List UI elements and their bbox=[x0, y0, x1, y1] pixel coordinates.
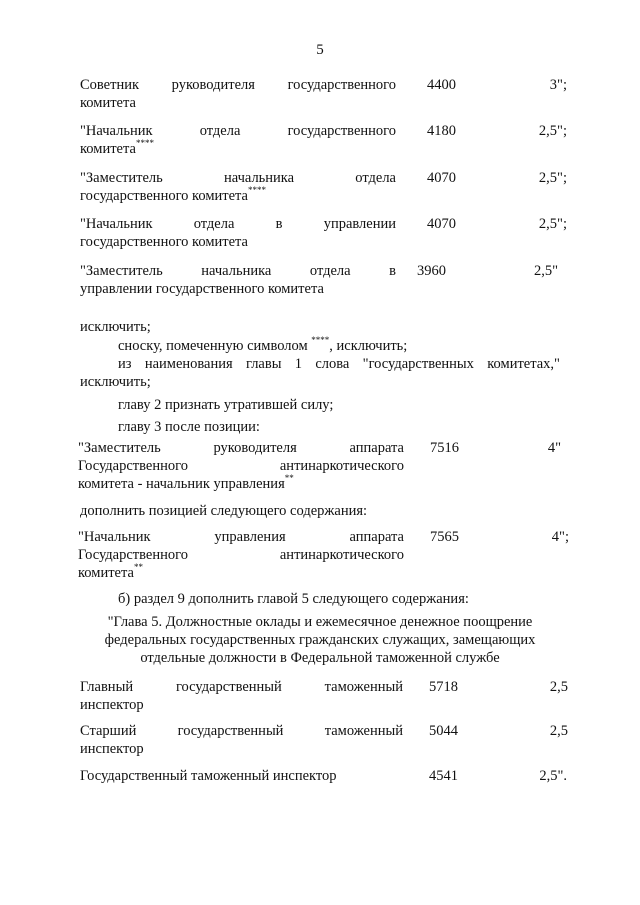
salary-value: 4180 bbox=[427, 123, 456, 139]
position-name: "Заместитель руководителя аппарата Государственного антинаркотического комитета - начальник управления** bbox=[78, 440, 404, 492]
salary-value: 5044 bbox=[429, 723, 458, 739]
coefficient-value: 3"; bbox=[549, 77, 567, 93]
position-name: Старший государственный таможенный инспектор bbox=[80, 723, 403, 757]
salary-value: 4070 bbox=[427, 170, 456, 186]
position-name: "Начальник отдела в управлении государственного комитета bbox=[80, 216, 396, 250]
footnote-mark: **** bbox=[311, 335, 330, 345]
position-name: "Заместитель начальника отдела государственного комитета**** bbox=[80, 170, 396, 204]
paragraph: главу 3 после позиции: bbox=[118, 419, 260, 435]
coefficient-value: 2,5"; bbox=[538, 123, 567, 139]
coefficient-value: 2,5" bbox=[533, 263, 558, 279]
footnote-mark: **** bbox=[247, 185, 266, 195]
position-name: "Начальник отдела государственного комитета**** bbox=[80, 123, 396, 157]
salary-value: 5718 bbox=[429, 679, 458, 695]
footnote-mark: ** bbox=[284, 473, 294, 483]
coefficient-value: 2,5"; bbox=[538, 216, 567, 232]
paragraph: сноску, помеченную символом ****, исключить; bbox=[118, 335, 408, 354]
footnote-mark: ** bbox=[133, 562, 143, 572]
paragraph: исключить; bbox=[80, 319, 151, 335]
paragraph: б) раздел 9 дополнить главой 5 следующего содержания: bbox=[118, 591, 469, 607]
salary-value: 4541 bbox=[429, 768, 458, 784]
position-name: "Заместитель начальника отдела в управлении государственного комитета bbox=[80, 263, 396, 297]
coefficient-value: 2,5 bbox=[549, 679, 568, 695]
salary-value: 3960 bbox=[417, 263, 446, 279]
paragraph: главу 2 признать утратившей силу; bbox=[118, 397, 334, 413]
footnote-mark: **** bbox=[135, 138, 154, 148]
salary-value: 4070 bbox=[427, 216, 456, 232]
position-name: "Начальник управления аппарата Государственного антинаркотического комитета** bbox=[78, 529, 404, 581]
coefficient-value: 2,5"; bbox=[538, 170, 567, 186]
paragraph: исключить; bbox=[80, 374, 151, 390]
coefficient-value: 2,5 bbox=[549, 723, 568, 739]
coefficient-value: 4"; bbox=[551, 529, 569, 545]
page-number: 5 bbox=[316, 42, 324, 58]
position-name: Главный государственный таможенный инспектор bbox=[80, 679, 403, 713]
coefficient-value: 4" bbox=[547, 440, 561, 456]
coefficient-value: 2,5". bbox=[539, 768, 567, 784]
chapter-title: "Глава 5. Должностные оклады и ежемесячное денежное поощрение федеральных государственных гражданских служащих, замещающих отдельные должности в Федеральной таможенной службе bbox=[104, 614, 536, 666]
salary-value: 7516 bbox=[430, 440, 459, 456]
position-name: Советник руководителя государственного комитета bbox=[80, 77, 396, 111]
salary-value: 4400 bbox=[427, 77, 456, 93]
position-name: Государственный таможенный инспектор bbox=[80, 768, 337, 784]
paragraph: из наименования главы 1 слова "государственных комитетах," bbox=[118, 356, 560, 372]
paragraph: дополнить позицией следующего содержания: bbox=[80, 503, 368, 519]
salary-value: 7565 bbox=[430, 529, 459, 545]
